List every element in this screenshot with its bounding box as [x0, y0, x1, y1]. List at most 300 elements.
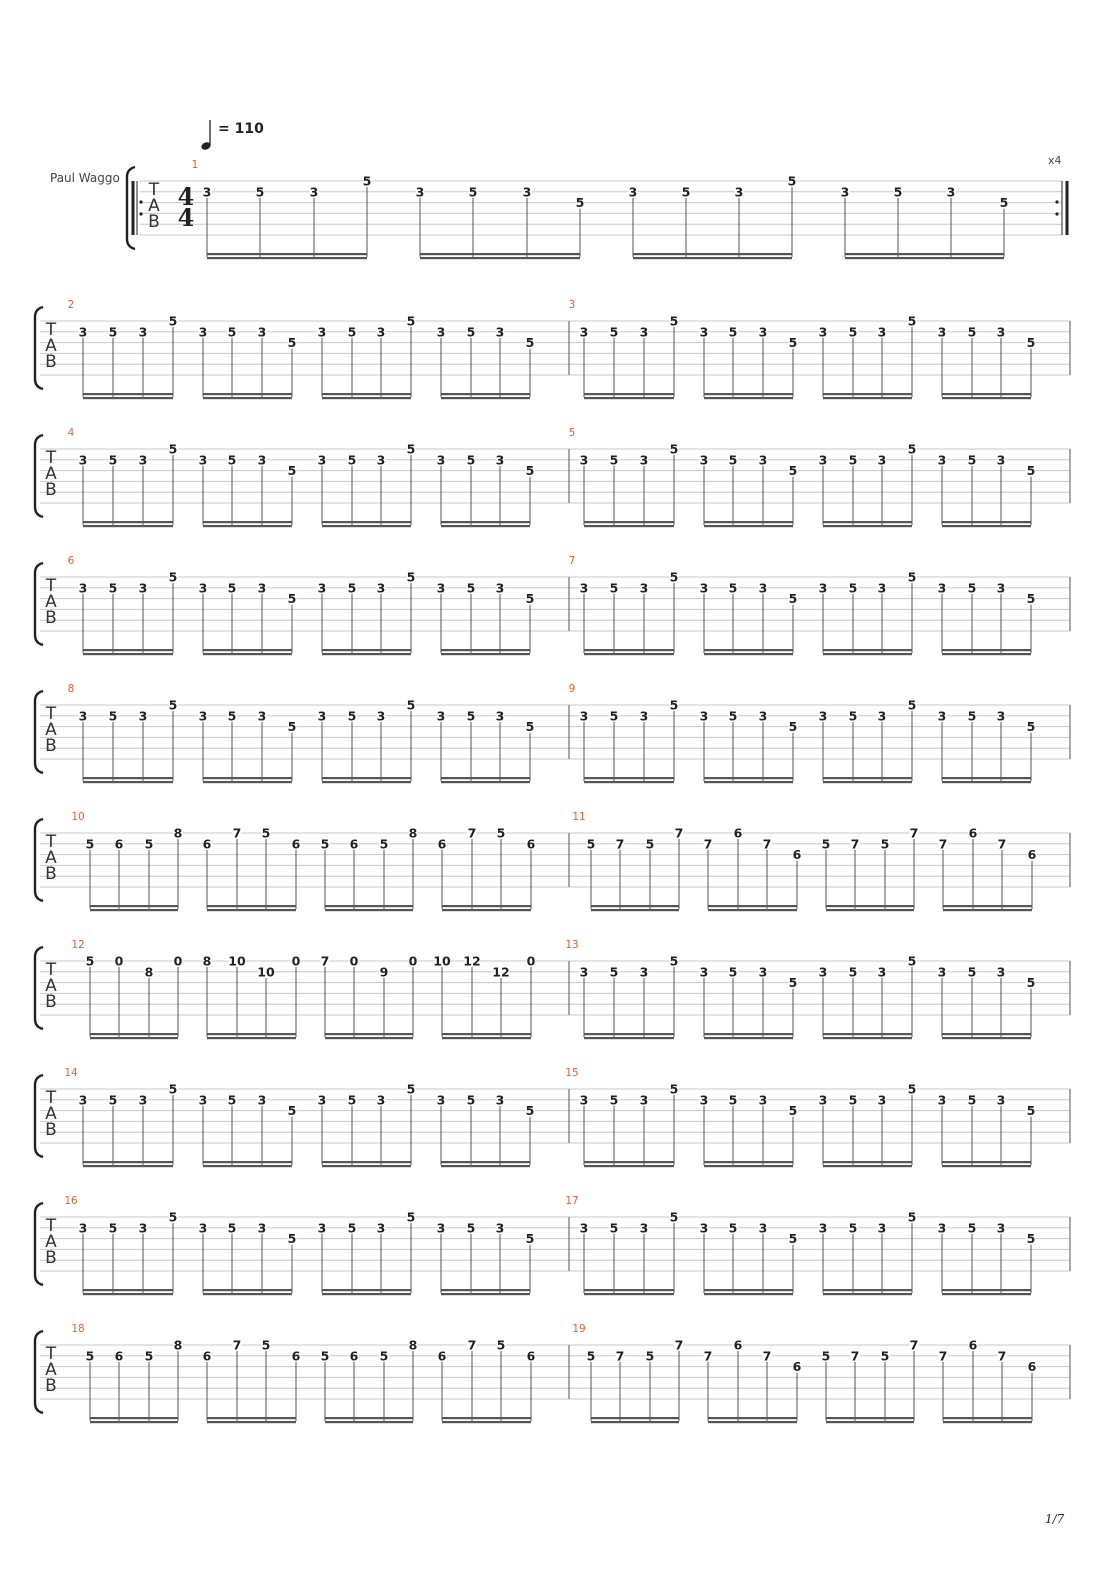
tab-system	[35, 939, 1070, 1039]
beam	[203, 525, 292, 527]
fret-number: 3	[877, 1092, 887, 1108]
fret-number: 0	[526, 953, 536, 969]
fret-number: 3	[996, 324, 1006, 340]
fret-number: 5	[728, 452, 738, 468]
beam	[442, 1033, 531, 1035]
fret-number: 3	[877, 580, 887, 596]
fret-number: 5	[347, 1220, 357, 1236]
tab-clef-letter: B	[45, 992, 57, 1012]
fret-number: 5	[728, 1092, 738, 1108]
fret-number: 3	[818, 708, 828, 724]
beam	[83, 521, 173, 523]
time-signature-top: 4	[177, 182, 195, 211]
fret-number: 5	[907, 1209, 917, 1225]
beam	[83, 1289, 173, 1291]
fret-number: 5	[893, 184, 903, 200]
beam	[942, 1293, 1031, 1295]
fret-number: 3	[138, 452, 148, 468]
fret-number: 3	[376, 1092, 386, 1108]
beam	[591, 905, 679, 907]
fret-number: 3	[376, 708, 386, 724]
beam	[704, 1037, 793, 1039]
fret-number: 5	[788, 975, 798, 991]
beam	[708, 1421, 797, 1423]
tab-system	[35, 683, 1070, 783]
fret-number: 8	[408, 825, 418, 841]
fret-number: 5	[466, 1092, 476, 1108]
fret-number: 5	[168, 313, 178, 329]
beam	[942, 777, 1031, 779]
beam	[823, 1293, 912, 1295]
fret-number: 5	[525, 1231, 535, 1247]
fret-number: 3	[317, 324, 327, 340]
beam	[942, 1165, 1031, 1167]
fret-number: 5	[108, 1092, 118, 1108]
tab-system	[35, 555, 1070, 655]
beam	[823, 1165, 912, 1167]
measure-number: 14	[64, 1067, 78, 1079]
beam	[942, 393, 1031, 395]
fret-number: 5	[406, 1081, 416, 1097]
beam	[942, 781, 1031, 783]
tab-system	[35, 299, 1070, 399]
page-number: 1/7	[1045, 1512, 1065, 1526]
beam	[704, 397, 793, 399]
beam	[83, 781, 173, 783]
beam	[83, 525, 173, 527]
beam	[203, 521, 292, 523]
fret-number: 5	[406, 697, 416, 713]
fret-number: 12	[463, 953, 481, 969]
beam	[207, 1033, 296, 1035]
measure-number: 5	[568, 427, 576, 439]
fret-number: 3	[877, 708, 887, 724]
fret-number: 5	[787, 173, 797, 189]
fret-number: 3	[579, 708, 589, 724]
fret-number: 6	[1027, 847, 1037, 863]
fret-number: 5	[1026, 463, 1036, 479]
fret-number: 5	[261, 1337, 271, 1353]
fret-number: 0	[114, 953, 124, 969]
fret-number: 7	[674, 825, 684, 841]
beam	[441, 777, 530, 779]
system-bracket	[35, 819, 43, 901]
fret-number: 5	[496, 1337, 506, 1353]
fret-number: 5	[466, 324, 476, 340]
system-bracket	[35, 435, 43, 517]
tab-clef-letter: A	[148, 196, 160, 216]
time-signature-bottom: 4	[177, 203, 195, 232]
beam	[704, 1033, 793, 1035]
beam	[826, 905, 914, 907]
tab-system	[35, 1195, 1070, 1295]
fret-number: 3	[946, 184, 956, 200]
fret-number: 6	[526, 836, 536, 852]
beam	[943, 909, 1032, 911]
tab-clef-letter: T	[45, 448, 57, 468]
beam	[441, 525, 530, 527]
tab-clef-letter: A	[45, 976, 57, 996]
fret-number: 5	[287, 719, 297, 735]
fret-number: 5	[609, 1092, 619, 1108]
beam	[704, 1165, 793, 1167]
fret-number: 7	[320, 953, 330, 969]
fret-number: 8	[173, 1337, 183, 1353]
beam	[942, 1033, 1031, 1035]
tab-clef-letter: T	[45, 1344, 57, 1364]
beam	[203, 397, 292, 399]
fret-number: 6	[291, 836, 301, 852]
fret-number: 5	[168, 569, 178, 585]
fret-number: 5	[645, 1348, 655, 1364]
beam	[322, 1165, 411, 1167]
fret-number: 6	[114, 1348, 124, 1364]
beam	[325, 909, 413, 911]
fret-number: 5	[1026, 1103, 1036, 1119]
fret-number: 6	[291, 1348, 301, 1364]
fret-number: 3	[758, 580, 768, 596]
beam	[633, 257, 792, 259]
system-bracket	[35, 307, 43, 389]
tab-clef-letter: A	[45, 336, 57, 356]
beam	[90, 1033, 178, 1035]
repeat-dot	[139, 200, 142, 203]
fret-number: 5	[347, 580, 357, 596]
beam	[322, 525, 411, 527]
fret-number: 5	[967, 708, 977, 724]
fret-number: 7	[232, 825, 242, 841]
fret-number: 3	[639, 452, 649, 468]
fret-number: 7	[938, 1348, 948, 1364]
beam	[83, 397, 173, 399]
fret-number: 5	[1026, 1231, 1036, 1247]
fret-number: 5	[347, 324, 357, 340]
beam	[441, 649, 530, 651]
fret-number: 5	[821, 1348, 831, 1364]
measure-number: 9	[568, 683, 576, 695]
fret-number: 3	[78, 452, 88, 468]
beam	[441, 1161, 530, 1163]
fret-number: 5	[609, 708, 619, 724]
fret-number: 5	[907, 569, 917, 585]
fret-number: 3	[257, 452, 267, 468]
beam	[942, 397, 1031, 399]
fret-number: 5	[168, 697, 178, 713]
tab-clef-letter: T	[45, 1088, 57, 1108]
fret-number: 5	[144, 1348, 154, 1364]
fret-number: 5	[108, 580, 118, 596]
fret-number: 0	[349, 953, 359, 969]
fret-number: 5	[379, 1348, 389, 1364]
beam	[441, 1165, 530, 1167]
fret-number: 5	[227, 1220, 237, 1236]
beam	[942, 649, 1031, 651]
fret-number: 7	[909, 825, 919, 841]
fret-number: 7	[703, 836, 713, 852]
fret-number: 3	[436, 324, 446, 340]
fret-number: 3	[579, 452, 589, 468]
beam	[943, 905, 1032, 907]
fret-number: 5	[967, 1092, 977, 1108]
measure-number: 11	[572, 811, 586, 823]
measure-number: 2	[67, 299, 75, 311]
fret-number: 3	[78, 580, 88, 596]
quarter-note-icon	[198, 118, 218, 152]
beam	[704, 1289, 793, 1291]
fret-number: 3	[818, 964, 828, 980]
fret-number: 8	[144, 964, 154, 980]
beam	[942, 525, 1031, 527]
beam	[441, 521, 530, 523]
fret-number: 5	[168, 1081, 178, 1097]
tab-clef-letter: B	[148, 212, 160, 232]
beam	[591, 909, 679, 911]
fret-number: 3	[495, 1092, 505, 1108]
fret-number: 5	[108, 1220, 118, 1236]
beam	[826, 1417, 914, 1419]
beam	[584, 649, 674, 651]
beam	[823, 393, 912, 395]
tab-clef-letter: T	[45, 1216, 57, 1236]
fret-number: 3	[628, 184, 638, 200]
measure-number: 1	[191, 159, 199, 171]
tab-clef-letter: B	[45, 352, 57, 372]
fret-number: 6	[114, 836, 124, 852]
fret-number: 5	[609, 964, 619, 980]
beam	[584, 1161, 674, 1163]
beam	[441, 393, 530, 395]
beam	[322, 1161, 411, 1163]
fret-number: 3	[376, 452, 386, 468]
fret-number: 5	[609, 452, 619, 468]
fret-number: 5	[669, 313, 679, 329]
tab-system	[35, 427, 1070, 527]
fret-number: 3	[436, 580, 446, 596]
fret-number: 3	[937, 964, 947, 980]
fret-number: 5	[788, 335, 798, 351]
beam	[83, 653, 173, 655]
tab-clef-letter: B	[45, 864, 57, 884]
beam	[442, 1037, 531, 1039]
tab-clef-letter: A	[45, 1104, 57, 1124]
fret-number: 5	[227, 324, 237, 340]
fret-number: 3	[495, 324, 505, 340]
fret-number: 3	[579, 580, 589, 596]
fret-number: 10	[228, 953, 246, 969]
beam	[203, 1165, 292, 1167]
fret-number: 5	[1026, 975, 1036, 991]
fret-number: 5	[525, 591, 535, 607]
beam	[83, 393, 173, 395]
fret-number: 7	[674, 1337, 684, 1353]
tempo-value: = 110	[218, 121, 264, 137]
fret-number: 3	[78, 324, 88, 340]
measure-number: 7	[568, 555, 576, 567]
beam	[704, 525, 793, 527]
beam	[704, 1161, 793, 1163]
beam	[591, 1421, 679, 1423]
fret-number: 7	[703, 1348, 713, 1364]
fret-number: 5	[525, 463, 535, 479]
tab-clef-letter: T	[45, 704, 57, 724]
fret-number: 7	[938, 836, 948, 852]
repeat-dot	[1055, 212, 1058, 215]
fret-number: 3	[996, 452, 1006, 468]
fret-number: 0	[408, 953, 418, 969]
fret-number: 5	[320, 836, 330, 852]
beam	[207, 253, 367, 255]
fret-number: 3	[78, 1220, 88, 1236]
fret-number: 3	[996, 1092, 1006, 1108]
beam	[584, 1037, 674, 1039]
beam	[584, 1293, 674, 1295]
fret-number: 5	[669, 1209, 679, 1225]
measure-number: 15	[565, 1067, 579, 1079]
fret-number: 3	[376, 1220, 386, 1236]
beam	[90, 1417, 178, 1419]
beam	[584, 1033, 674, 1035]
fret-number: 3	[877, 964, 887, 980]
beam	[441, 1293, 530, 1295]
beam	[325, 1037, 413, 1039]
fret-number: 5	[227, 452, 237, 468]
beam	[203, 1293, 292, 1295]
beam	[942, 653, 1031, 655]
fret-number: 3	[818, 324, 828, 340]
beam	[442, 909, 531, 911]
fret-number: 5	[681, 184, 691, 200]
fret-number: 5	[848, 580, 858, 596]
fret-number: 5	[1026, 591, 1036, 607]
fret-number: 7	[232, 1337, 242, 1353]
fret-number: 3	[198, 324, 208, 340]
fret-number: 3	[818, 1092, 828, 1108]
fret-number: 5	[406, 313, 416, 329]
fret-number: 5	[466, 452, 476, 468]
fret-number: 5	[255, 184, 265, 200]
fret-number: 3	[436, 708, 446, 724]
beam	[322, 393, 411, 395]
beam	[704, 393, 793, 395]
beam	[704, 521, 793, 523]
beam	[823, 777, 912, 779]
fret-number: 3	[522, 184, 532, 200]
fret-number: 3	[317, 708, 327, 724]
fret-number: 3	[376, 324, 386, 340]
measure-number: 6	[67, 555, 75, 567]
measure-number: 12	[71, 939, 85, 951]
beam	[704, 649, 793, 651]
beam	[322, 649, 411, 651]
fret-number: 3	[996, 964, 1006, 980]
fret-number: 3	[758, 324, 768, 340]
system-bracket	[35, 691, 43, 773]
fret-number: 5	[575, 195, 585, 211]
measure-number: 17	[565, 1195, 579, 1207]
system-bracket	[35, 563, 43, 645]
fret-number: 5	[347, 1092, 357, 1108]
beam	[823, 525, 912, 527]
beam	[704, 777, 793, 779]
beam	[441, 397, 530, 399]
fret-number: 5	[85, 953, 95, 969]
beam	[322, 653, 411, 655]
fret-number: 3	[202, 184, 212, 200]
beam	[704, 781, 793, 783]
beam	[207, 1417, 296, 1419]
beam	[207, 257, 367, 259]
fret-number: 6	[968, 825, 978, 841]
measure-number: 8	[67, 683, 75, 695]
fret-number: 5	[848, 708, 858, 724]
fret-number: 3	[699, 580, 709, 596]
fret-number: 3	[639, 964, 649, 980]
fret-number: 5	[287, 335, 297, 351]
fret-number: 3	[639, 580, 649, 596]
fret-number: 5	[999, 195, 1009, 211]
beam	[584, 1165, 674, 1167]
repeat-count: x4	[1048, 154, 1062, 167]
fret-number: 5	[362, 173, 372, 189]
fret-number: 5	[669, 569, 679, 585]
beam	[823, 649, 912, 651]
beam	[83, 1293, 173, 1295]
fret-number: 3	[198, 1092, 208, 1108]
fret-number: 3	[818, 1220, 828, 1236]
fret-number: 5	[967, 964, 977, 980]
beam	[704, 653, 793, 655]
fret-number: 3	[579, 1220, 589, 1236]
fret-number: 5	[108, 452, 118, 468]
tab-clef-letter: A	[45, 1360, 57, 1380]
fret-number: 3	[198, 452, 208, 468]
fret-number: 3	[138, 324, 148, 340]
tab-clef-letter: B	[45, 736, 57, 756]
fret-number: 3	[198, 1220, 208, 1236]
fret-number: 6	[437, 836, 447, 852]
fret-number: 3	[579, 1092, 589, 1108]
beam	[584, 781, 674, 783]
fret-number: 0	[173, 953, 183, 969]
beam	[83, 649, 173, 651]
beam	[325, 1421, 413, 1423]
tab-clef-letter: B	[45, 480, 57, 500]
fret-number: 5	[85, 1348, 95, 1364]
beam	[826, 909, 914, 911]
fret-number: 5	[907, 953, 917, 969]
fret-number: 8	[408, 1337, 418, 1353]
fret-number: 10	[433, 953, 451, 969]
fret-number: 7	[909, 1337, 919, 1353]
tab-clef-letter: T	[45, 320, 57, 340]
beam	[90, 905, 178, 907]
tab-system	[35, 1067, 1070, 1167]
measure-number: 10	[71, 811, 85, 823]
fret-number: 3	[257, 708, 267, 724]
fret-number: 3	[996, 580, 1006, 596]
beam	[207, 1037, 296, 1039]
fret-number: 7	[615, 836, 625, 852]
fret-number: 5	[227, 1092, 237, 1108]
fret-number: 3	[818, 452, 828, 468]
fret-number: 5	[788, 719, 798, 735]
fret-number: 3	[937, 580, 947, 596]
fret-number: 3	[78, 708, 88, 724]
fret-number: 5	[609, 324, 619, 340]
fret-number: 6	[349, 1348, 359, 1364]
beam	[823, 397, 912, 399]
fret-number: 5	[168, 1209, 178, 1225]
